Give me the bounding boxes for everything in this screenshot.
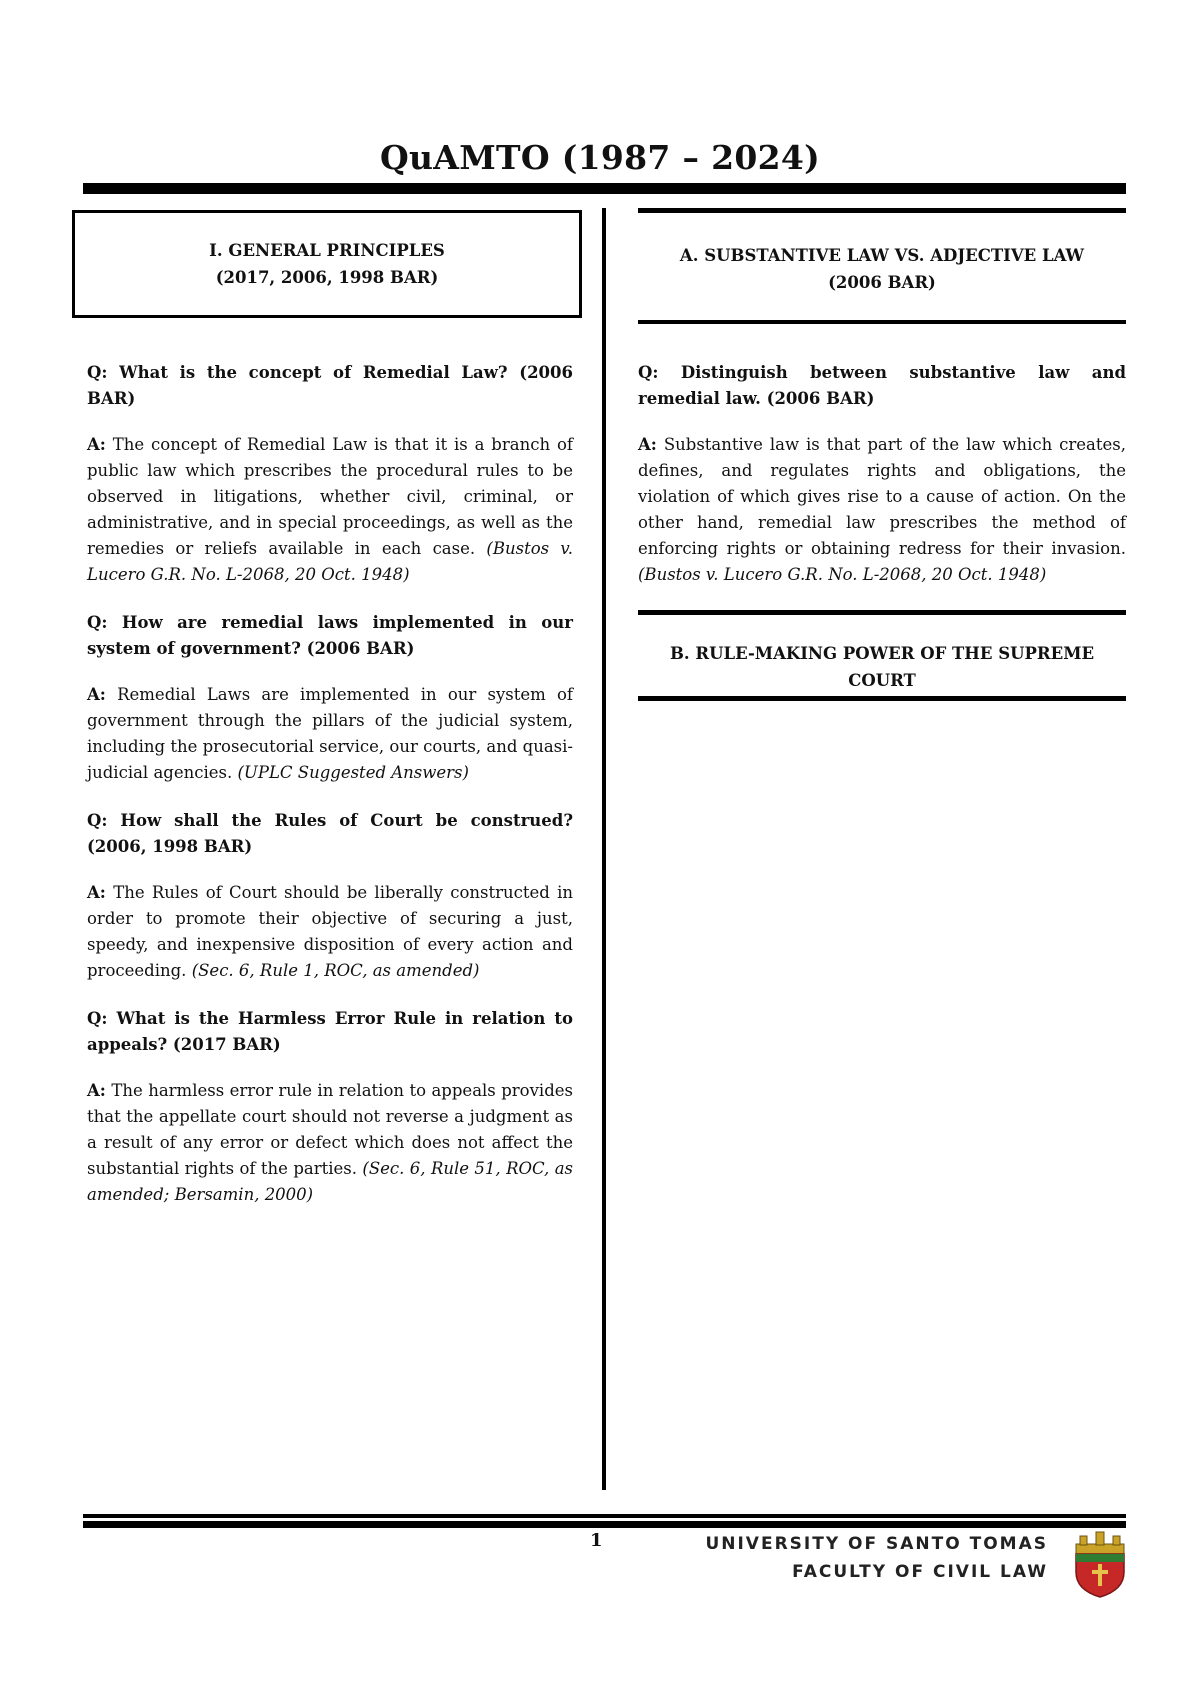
page-number: 1: [590, 1530, 603, 1551]
question: Q: Distinguish between substantive law and remedial law. (2006 BAR): [638, 363, 1126, 408]
qa-item: [638, 360, 1126, 588]
question: Q: How are remedial laws implemented in our system of government? (2006 BAR): [87, 613, 573, 658]
page-title: QuAMTO (1987 – 2024): [379, 138, 821, 177]
university-name: UNIVERSITY OF SANTO TOMAS: [705, 1534, 1048, 1554]
answer-text: The concept of Remedial Law is that it is a branch of public law which prescribes the procedural rules to be observed in litigations, whether civil, criminal, or administrative, and in special proceedings, as well as the remedies or reliefs available in each case.: [87, 435, 573, 558]
section-bar-years: (2017, 2006, 1998 BAR): [215, 268, 439, 287]
section-heading: I. GENERAL PRINCIPLES: [209, 241, 445, 260]
answer-label: A:: [87, 435, 106, 454]
answer: [87, 880, 573, 984]
qa-item: [87, 1006, 573, 1208]
footer-rule-lower: [83, 1521, 1126, 1528]
answer: [638, 432, 1126, 588]
right-column: [638, 360, 1126, 610]
footer-rule-upper: [83, 1514, 1126, 1518]
answer: [87, 1078, 573, 1208]
section-a-top-rule: [638, 208, 1126, 213]
citation: (Bustos v. Lucero G.R. No. L-2068, 20 Oct. 1948): [87, 539, 574, 584]
answer-text: The harmless error rule in relation to appeals provides that the appellate court should not reverse a judgment as a result of any error or defect which does not affect the substantial rights of the parties.: [87, 1081, 573, 1178]
answer-text: Substantive law is that part of the law which creates, defines, and regulates rights and obligations, the violation of which gives rise to a cause of action. On the other hand, remedial law prescribes the method of enforcing rights or obtaining redress for their invasion.: [638, 435, 1126, 558]
answer: [87, 432, 573, 588]
section-box-general-principles: [72, 210, 582, 318]
question: Q: What is the concept of Remedial Law? (2006 BAR): [87, 363, 573, 408]
answer-label: A:: [638, 435, 657, 454]
column-divider: [602, 208, 606, 1490]
answer: [87, 682, 573, 786]
citation: (Bustos v. Lucero G.R. No. L-2068, 20 Oct. 1948): [638, 565, 1047, 584]
qa-item: [87, 360, 573, 588]
question: Q: What is the Harmless Error Rule in relation to appeals? (2017 BAR): [87, 1009, 573, 1054]
answer-text: Remedial Laws are implemented in our system of government through the pillars of the judicial system, including the prosecutorial service, our courts, and quasi-judicial agencies.: [87, 685, 573, 782]
ust-crest-icon: [1070, 1528, 1130, 1598]
section-b-title: B. RULE-MAKING POWER OF THE SUPREME COURT: [669, 644, 1095, 690]
section-a-title: A. SUBSTANTIVE LAW VS. ADJECTIVE LAW: [679, 246, 1085, 265]
section-a-bar-years: (2006 BAR): [828, 273, 936, 292]
qa-item: [87, 610, 573, 786]
section-b-top-rule: [638, 610, 1126, 615]
left-column: [87, 360, 573, 1230]
section-b-bottom-rule: [638, 696, 1126, 701]
title-rule: [83, 183, 1126, 194]
section-a-heading: [638, 242, 1126, 296]
answer-label: A:: [87, 883, 106, 902]
citation: (Sec. 6, Rule 1, ROC, as amended): [191, 961, 480, 980]
question: Q: How shall the Rules of Court be construed? (2006, 1998 BAR): [87, 811, 573, 856]
section-a-bottom-rule: [638, 320, 1126, 324]
citation: (Sec. 6, Rule 51, ROC, as amended; Bersamin, 2000): [87, 1159, 574, 1204]
footer-institution: [705, 1530, 1048, 1586]
answer-label: A:: [87, 685, 106, 704]
answer-text: The Rules of Court should be liberally constructed in order to promote their objective of securing a just, speedy, and inexpensive disposition of every action and proceeding.: [87, 883, 574, 980]
citation: (UPLC Suggested Answers): [237, 763, 469, 782]
answer-label: A:: [87, 1081, 106, 1100]
qa-item: [87, 808, 573, 984]
faculty-name: FACULTY OF CIVIL LAW: [792, 1562, 1048, 1582]
